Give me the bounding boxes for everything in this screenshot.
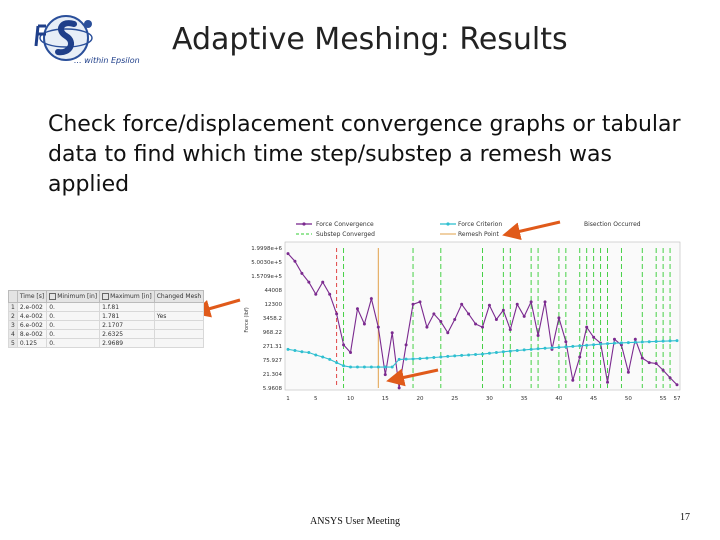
data-point [418,357,421,360]
legend-force-label: Force Convergence [316,221,374,228]
x-tick-label: 55 [659,396,667,402]
data-point [495,318,498,321]
data-point [293,349,296,352]
data-point [669,376,672,379]
legend-criterion-marker [446,222,449,225]
x-tick-label: 20 [416,396,424,402]
table-cell: 6.e-002 [17,321,46,330]
data-point [391,366,394,369]
data-point [328,358,331,361]
data-point [641,340,644,343]
y-tick-label: 21.304 [262,372,282,378]
results-table [8,290,204,348]
data-point [488,304,491,307]
data-point [425,326,428,329]
data-point [446,355,449,358]
data-point [412,357,415,360]
slide-title: Adaptive Meshing: Results [172,22,568,57]
y-tick-label: 271.31 [262,344,282,350]
data-point [405,358,408,361]
x-tick-label: 25 [451,396,459,402]
table-cell [154,330,203,339]
data-point [648,361,651,364]
data-point [516,349,519,352]
data-point [363,366,366,369]
data-point [356,366,359,369]
data-point [432,312,435,315]
data-point [606,381,609,384]
data-point [439,320,442,323]
data-point [307,281,310,284]
table-cell: 2 [9,312,18,321]
data-point [634,341,637,344]
data-point [502,350,505,353]
data-point [523,315,526,318]
data-point [467,353,470,356]
data-point [627,371,630,374]
table-cell: 2.9689 [100,339,155,348]
y-tick-label: 5.0030e+5 [251,260,282,266]
data-point [287,348,290,351]
table-cell: 0. [47,339,100,348]
data-point [502,309,505,312]
data-point [314,353,317,356]
data-point [467,312,470,315]
table-cell: Yes [154,312,203,321]
table-cell: 4 [9,330,18,339]
data-point [537,334,540,337]
data-point [655,340,658,343]
data-point [516,303,519,306]
data-point [370,366,373,369]
data-point [418,300,421,303]
data-point [335,361,338,364]
data-point [384,373,387,376]
body-text: Check force/displacement convergence graphs or tabular data to find which time step/substep a remesh was applied [48,112,681,197]
x-tick-label: 30 [485,396,493,402]
data-point [293,260,296,263]
x-tick-label: 40 [555,396,563,402]
data-point [474,353,477,356]
data-point [300,350,303,353]
data-point [321,355,324,358]
table-cell: 1 [9,303,18,312]
table-cell: 3 [9,321,18,330]
data-point [676,339,679,342]
x-tick-label: 15 [381,396,389,402]
data-point [613,338,616,341]
data-point [557,316,560,319]
legend-force-marker [302,222,305,225]
x-tick-label: 50 [624,396,632,402]
y-tick-label: 3458.2 [262,316,282,322]
data-point [627,341,630,344]
x-tick-label: 45 [590,396,598,402]
table-cell: 0. [47,330,100,339]
table-cell: 0. [47,312,100,321]
data-point [669,339,672,342]
y-tick-label: 12300 [264,302,282,308]
table-row[interactable] [9,303,204,312]
data-point [662,369,665,372]
chart-legend [296,221,641,238]
data-point [585,344,588,347]
y-tick-label: 75.927 [262,358,282,364]
data-point [509,350,512,353]
legend-converged-label: Substep Converged [316,231,375,238]
data-point [307,351,310,354]
table-header-row [9,291,204,303]
legend-remesh-label: Remesh Point [458,231,499,238]
data-point [314,293,317,296]
page-number: 17 [680,512,690,523]
data-point [530,348,533,351]
x-tick-label: 35 [520,396,528,402]
data-point [460,303,463,306]
data-point [606,342,609,345]
legend-criterion-label: Force Criterion [458,221,503,228]
data-point [481,353,484,356]
legend-bisection-label: Bisection Occurred [584,221,641,228]
data-point [544,347,547,350]
data-point [530,300,533,303]
data-point [634,338,637,341]
arrow-to-legend [508,222,560,234]
data-point [384,366,387,369]
table-cell [154,339,203,348]
data-point [599,343,602,346]
table-col-index [9,291,18,303]
data-point [460,354,463,357]
data-point [571,345,574,348]
data-point [550,346,553,349]
data-point [564,340,567,343]
data-point [342,343,345,346]
data-point [557,346,560,349]
table-row[interactable] [9,339,204,348]
arrow-to-table [198,300,240,312]
data-point [335,312,338,315]
data-point [613,342,616,345]
data-point [425,357,428,360]
data-point [453,354,456,357]
x-tick-label: 10 [347,396,355,402]
table-cell: 0. [47,303,100,312]
x-tick-label: 5 [314,396,318,402]
data-point [356,307,359,310]
data-point [509,328,512,331]
table-cell: 0. [47,321,100,330]
table-cell: 4.e-002 [17,312,46,321]
data-point [564,345,567,348]
data-point [398,358,401,361]
data-point [453,318,456,321]
checkbox-icon[interactable] [49,293,56,300]
data-point [370,297,373,300]
data-point [446,331,449,334]
data-point [439,355,442,358]
x-tick-label: 1 [286,396,290,402]
x-tick-label: 57 [673,396,681,402]
table-row[interactable] [9,330,204,339]
table-col-changed-mesh[interactable]: Changed Mesh [154,291,203,303]
data-point [349,366,352,369]
data-point [363,323,366,326]
y-tick-label: 1.9998e+6 [251,246,282,252]
table-cell: 1.f.81 [100,303,155,312]
data-point [287,252,290,255]
data-point [349,351,352,354]
data-point [495,351,498,354]
data-point [321,281,324,284]
data-point [405,343,408,346]
table-cell: 2.6325 [100,330,155,339]
data-point [398,386,401,389]
data-point [342,364,345,367]
data-point [585,326,588,329]
y-tick-label: 5.9608 [262,386,282,392]
data-point [537,347,540,350]
data-point [648,340,651,343]
data-point [377,326,380,329]
data-point [377,366,380,369]
data-point [523,348,526,351]
table-row[interactable] [9,312,204,321]
logo-subtitle: ... within Epsilon [74,56,140,65]
data-point [391,331,394,334]
data-point [300,272,303,275]
data-point [481,326,484,329]
data-point [655,362,658,365]
data-point [592,343,595,346]
data-point [432,356,435,359]
data-point [676,383,679,386]
table-cell: 2.e-002 [17,303,46,312]
table-cell: 5 [9,339,18,348]
data-point [544,300,547,303]
y-axis-label: Force (lbf) [244,307,250,333]
data-point [571,379,574,382]
data-point [474,323,477,326]
data-point [641,357,644,360]
table-col-maximum[interactable]: Maximum [in] [100,291,155,303]
data-point [592,336,595,339]
y-tick-label: 1.5709e+5 [251,274,282,280]
table-cell: 2.1707 [100,321,155,330]
checkbox-icon[interactable] [102,293,109,300]
table-cell [154,303,203,312]
data-point [412,303,415,306]
table-col-time[interactable]: Time [s] [17,291,46,303]
table-cell: 8.e-002 [17,330,46,339]
data-point [578,344,581,347]
table-col-minimum[interactable]: Minimum [in] [47,291,100,303]
table-cell: 0.125 [17,339,46,348]
y-tick-label: 968.22 [262,330,282,336]
table-cell [154,321,203,330]
data-point [328,293,331,296]
data-point [620,341,623,344]
data-point [662,340,665,343]
footer-text: ANSYS User Meeting [310,516,400,527]
table-cell: 1.781 [100,312,155,321]
table-row[interactable] [9,321,204,330]
data-point [488,352,491,355]
y-tick-label: 44008 [264,288,282,294]
data-point [578,355,581,358]
